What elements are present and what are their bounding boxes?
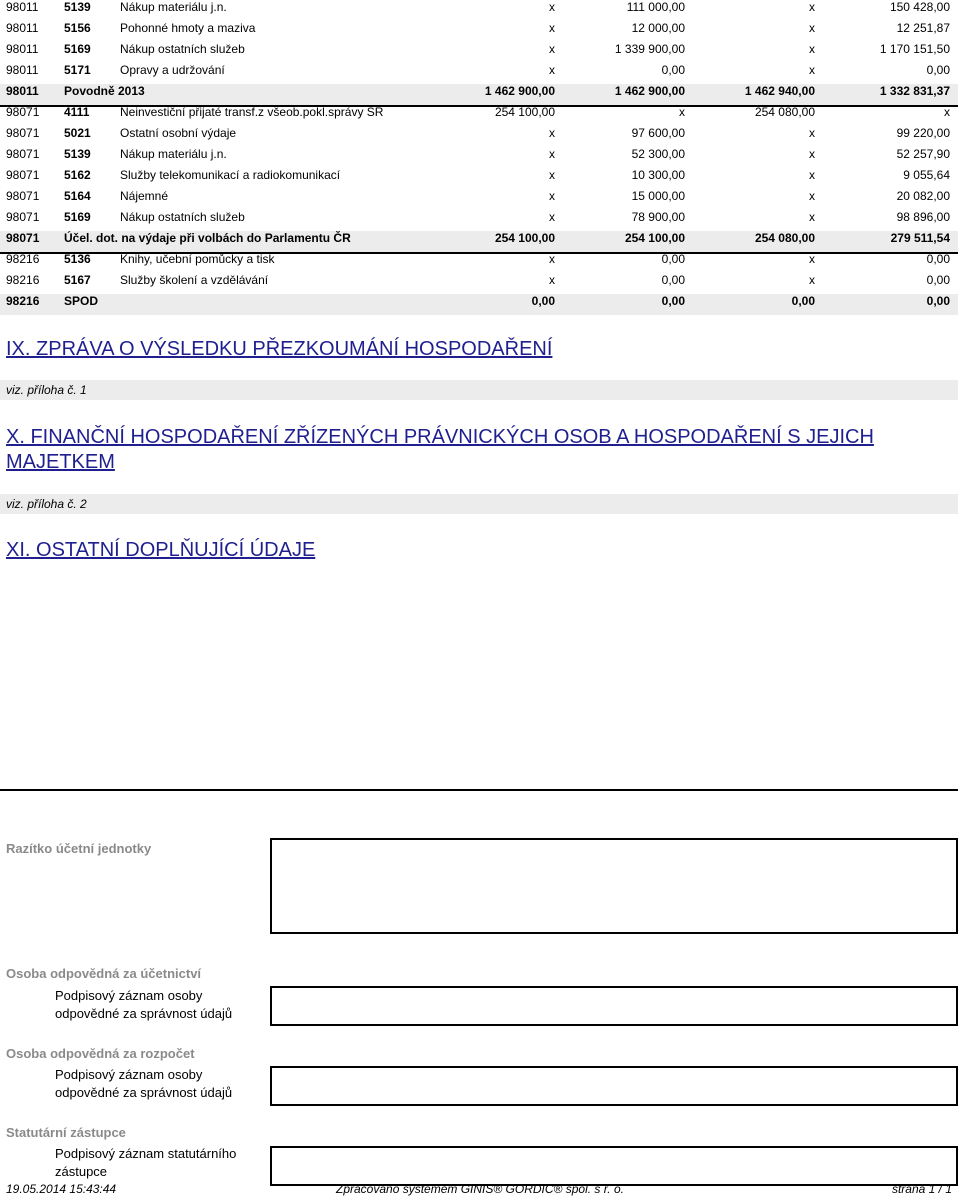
value1-cell: x [549, 168, 555, 182]
value1-cell: x [549, 147, 555, 161]
table-row [0, 189, 958, 210]
accounting-text-line2: odpovědné za správnost údajů [55, 1006, 233, 1021]
statutory-signature-box [270, 1146, 958, 1186]
section-ix-title: IX. ZPRÁVA O VÝSLEDKU PŘEZKOUMÁNÍ HOSPODAŘENÍ [6, 338, 553, 360]
value2-cell: 0,00 [661, 294, 685, 308]
value2-cell: 15 000,00 [631, 189, 685, 203]
statutory-text-line2: zástupce [55, 1164, 108, 1179]
value2-cell: 0,00 [661, 252, 685, 266]
section-ix-note [0, 380, 958, 400]
pol-cell: 5139 [64, 0, 91, 14]
value1-cell: x [549, 0, 555, 14]
value3-cell: x [809, 42, 815, 56]
value4-cell: 99 220,00 [896, 126, 950, 140]
value3-cell: 254 080,00 [754, 231, 815, 245]
accounting-text [55, 987, 265, 1023]
value4-cell: 20 082,00 [896, 189, 950, 203]
pol-cell: 4111 [64, 105, 90, 119]
value1-cell: x [549, 273, 555, 287]
value1-cell: 254 100,00 [494, 105, 555, 119]
section-x-note-text: viz. příloha č. 2 [6, 497, 87, 511]
value3-cell: 1 462 940,00 [744, 84, 815, 98]
budget-text-line2: odpovědné za správnost údajů [55, 1085, 233, 1100]
value2-cell: 111 000,00 [626, 0, 685, 14]
value3-cell: x [809, 210, 815, 224]
footer-system: Zpracováno systémem GINIS® GORDIC® spol. s r. o. [336, 1182, 624, 1196]
section-ix-note-text: viz. příloha č. 1 [6, 383, 87, 397]
table-sum-row [0, 84, 958, 107]
value2-cell: 1 339 900,00 [614, 42, 685, 56]
name-cell: Účel. dot. na výdaje při volbách do Parlamentu ČR [64, 231, 351, 245]
value4-cell: 12 251,87 [896, 21, 950, 35]
value4-cell: 0,00 [926, 252, 950, 266]
value1-cell: x [549, 21, 555, 35]
section-xi-title: XI. OSTATNÍ DOPLŇUJÍCÍ ÚDAJE [6, 539, 316, 561]
value2-cell: 0,00 [661, 273, 685, 287]
name-cell: Ostatní osobní výdaje [120, 126, 237, 140]
org-cell: 98011 [6, 42, 39, 56]
pol-cell: 5139 [64, 147, 91, 161]
name-cell: Knihy, učební pomůcky a tisk [120, 252, 275, 266]
table-sum-row [0, 231, 958, 254]
section-x-note [0, 494, 958, 514]
statutory-text [55, 1145, 265, 1181]
org-cell: 98216 [6, 294, 40, 308]
name-cell: Povodně 2013 [64, 84, 145, 98]
name-cell: Nákup materiálu j.n. [120, 0, 227, 14]
org-cell: 98011 [6, 63, 39, 77]
name-cell: Služby školení a vzdělávání [120, 273, 269, 287]
value4-cell: 9 055,64 [903, 168, 950, 182]
value3-cell: x [809, 21, 815, 35]
value4-cell: 98 896,00 [896, 210, 950, 224]
pol-cell: 5167 [64, 273, 91, 287]
name-cell: Nákup ostatních služeb [120, 42, 245, 56]
pol-cell: 5156 [64, 21, 91, 35]
name-cell: Nájemné [120, 189, 169, 203]
table-row [0, 210, 958, 231]
value2-cell: 254 100,00 [624, 231, 685, 245]
footer-page: strana 1 / 1 [891, 1182, 952, 1196]
pol-cell: 5164 [64, 189, 91, 203]
value3-cell: 0,00 [791, 294, 815, 308]
value4-cell: 0,00 [926, 63, 950, 77]
value2-cell: 10 300,00 [631, 168, 685, 182]
accounting-text-line1: Podpisový záznam osoby [55, 988, 203, 1003]
pol-cell: 5169 [64, 42, 91, 56]
value4-cell: 150 428,00 [889, 0, 950, 14]
org-cell: 98071 [6, 210, 40, 224]
value4-cell: 279 511,54 [890, 231, 950, 245]
name-cell: Neinvestiční přijaté transf.z všeob.pokl.správy SR [120, 105, 384, 119]
value2-cell: 1 462 900,00 [614, 84, 685, 98]
pol-cell: 5169 [64, 210, 91, 224]
section-x-title-line1: X. FINANČNÍ HOSPODAŘENÍ ZŘÍZENÝCH PRÁVNICKÝCH OSOB A HOSPODAŘENÍ S JEJICH [6, 426, 874, 448]
name-cell: SPOD [64, 294, 99, 308]
budget-label: Osoba odpovědná za rozpočet [6, 1046, 195, 1061]
org-cell: 98071 [6, 168, 40, 182]
value1-cell: x [549, 189, 555, 203]
value4-cell: 1 332 831,37 [879, 84, 950, 98]
value3-cell: 254 080,00 [754, 105, 815, 119]
table-row [0, 252, 958, 273]
org-cell: 98011 [6, 0, 39, 14]
table-row [0, 126, 958, 147]
org-cell: 98011 [6, 84, 39, 98]
org-cell: 98216 [6, 273, 40, 287]
value3-cell: x [809, 126, 815, 140]
pol-cell: 5021 [64, 126, 91, 140]
value2-cell: 78 900,00 [631, 210, 685, 224]
org-cell: 98071 [6, 126, 40, 140]
value1-cell: x [549, 210, 555, 224]
value3-cell: x [809, 252, 815, 266]
value4-cell: 1 170 151,50 [879, 42, 950, 56]
org-cell: 98071 [6, 231, 40, 245]
value3-cell: x [809, 168, 815, 182]
statutory-label: Statutární zástupce [6, 1125, 126, 1140]
table-row [0, 105, 958, 126]
table-row [0, 168, 958, 189]
pol-cell: 5171 [64, 63, 91, 77]
value1-cell: x [549, 126, 555, 140]
value4-cell: 0,00 [926, 294, 950, 308]
table-row [0, 147, 958, 168]
name-cell: Opravy a udržování [120, 63, 225, 77]
name-cell: Nákup materiálu j.n. [120, 147, 227, 161]
value1-cell: 254 100,00 [494, 231, 555, 245]
value1-cell: 0,00 [531, 294, 555, 308]
table-row [0, 42, 958, 63]
statutory-text-line1: Podpisový záznam statutárního [55, 1146, 237, 1161]
value4-cell: 52 257,90 [896, 147, 950, 161]
name-cell: Služby telekomunikací a radiokomunikací [120, 168, 341, 182]
value3-cell: x [809, 147, 815, 161]
org-cell: 98071 [6, 189, 40, 203]
value2-cell: x [679, 105, 685, 119]
value3-cell: x [809, 273, 815, 287]
table-row [0, 63, 958, 84]
pol-cell: 5136 [64, 252, 91, 266]
stamp-box [270, 838, 958, 934]
value1-cell: x [549, 42, 555, 56]
budget-text-line1: Podpisový záznam osoby [55, 1067, 203, 1082]
value1-cell: x [549, 252, 555, 266]
org-cell: 98216 [6, 252, 40, 266]
value3-cell: x [809, 189, 815, 203]
stamp-label: Razítko účetní jednotky [6, 841, 152, 856]
budget-signature-box [270, 1066, 958, 1106]
org-cell: 98011 [6, 21, 39, 35]
table-sum-row [0, 294, 958, 315]
table-row [0, 21, 958, 42]
value1-cell: 1 462 900,00 [484, 84, 555, 98]
footer-date: 19.05.2014 15:43:44 [6, 1182, 117, 1196]
value4-cell: 0,00 [926, 273, 950, 287]
name-cell: Nákup ostatních služeb [120, 210, 245, 224]
value4-cell: x [944, 105, 950, 119]
value2-cell: 97 600,00 [631, 126, 685, 140]
value3-cell: x [809, 0, 815, 14]
table-row [0, 273, 958, 294]
accounting-label: Osoba odpovědná za účetnictví [6, 966, 202, 981]
name-cell: Pohonné hmoty a maziva [120, 21, 256, 35]
accounting-signature-box [270, 986, 958, 1026]
budget-text [55, 1066, 265, 1102]
divider [0, 789, 958, 791]
org-cell: 98071 [6, 147, 40, 161]
org-cell: 98071 [6, 105, 40, 119]
section-x-title-line2: MAJETKEM [6, 451, 115, 473]
value2-cell: 12 000,00 [631, 21, 685, 35]
value1-cell: x [549, 63, 555, 77]
value3-cell: x [809, 63, 815, 77]
pol-cell: 5162 [64, 168, 91, 182]
value2-cell: 52 300,00 [631, 147, 685, 161]
value2-cell: 0,00 [661, 63, 685, 77]
table-row [0, 0, 958, 21]
